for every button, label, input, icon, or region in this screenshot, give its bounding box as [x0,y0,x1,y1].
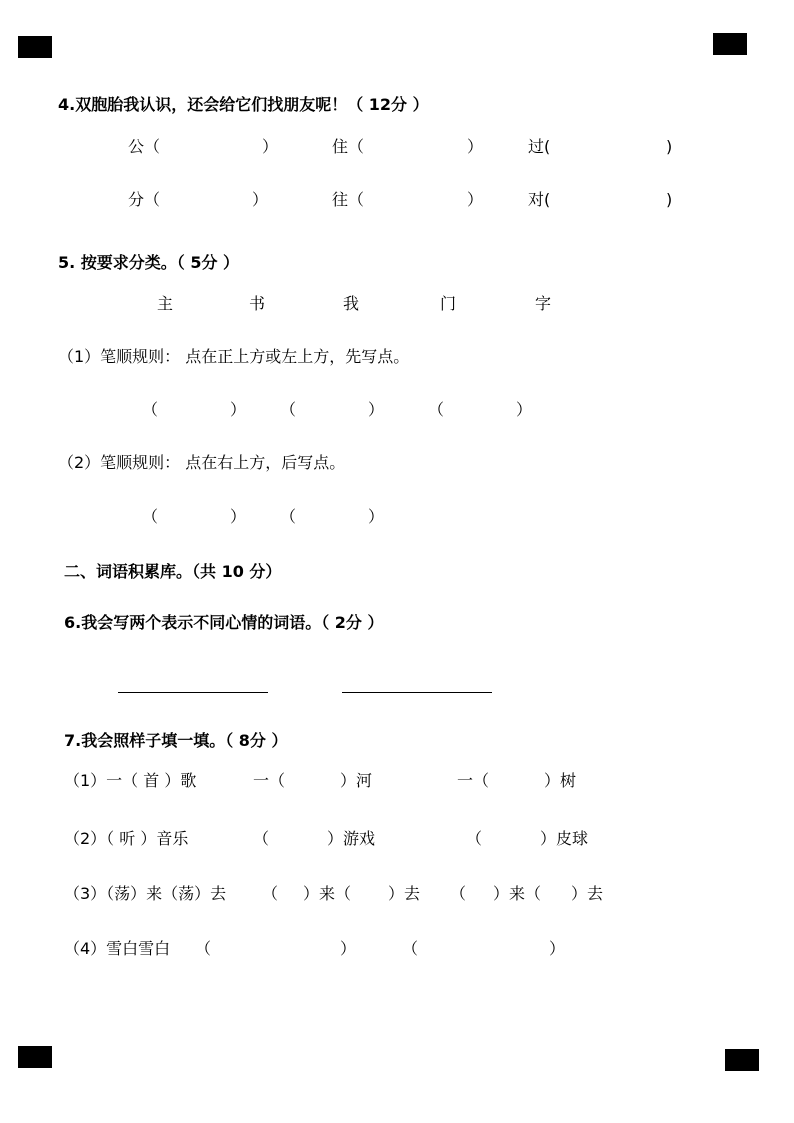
q7-l4-item1-open: （ [195,939,212,958]
q4-r2-c3-char: 对( [528,190,551,209]
registration-mark-top-left [18,36,52,58]
q4-r1-c1-close: ） [262,137,279,156]
q7-l3-example: （3）（荡）来（荡）去 [64,884,227,903]
q4-r2-c2-close: ） [467,190,484,209]
q5-r1-open-2: （ [280,400,297,419]
q4-r1-c2-close: ） [467,137,484,156]
q5-r1-open-3: （ [428,400,445,419]
q5-r1-open-1: （ [142,400,159,419]
q7-l2-item1-close: ）游戏 [327,829,376,848]
registration-mark-bottom-right [725,1049,759,1071]
q7-l1-example: （1）一（ 首 ）歌 [64,771,197,790]
q7-l3-item2-mid: ）来（ [493,884,542,903]
q7-l1-item2-open: 一（ [457,771,490,790]
q5-rule-2: （2）笔顺规则： 点在右上方，后写点。 [58,453,346,472]
q5-rule-1: （1）笔顺规则： 点在正上方或左上方，先写点。 [58,347,410,366]
q5-r2-open-2: （ [280,507,297,526]
q5-r2-close-1: ） [230,507,247,526]
q7-l4-item2-close: ） [549,939,566,958]
q4-r1-c3-close: ) [666,137,673,156]
q7-l1-item2-close: ）树 [544,771,577,790]
q6-title: 6.我会写两个表示不同心情的词语。（ 2分 ） [64,613,384,632]
q7-l4-item2-open: （ [402,939,419,958]
q4-r2-c3-close: ) [666,190,673,209]
q7-l3-item1-mid: ）来（ [303,884,352,903]
q4-r2-c2-char: 往（ [332,190,365,209]
q5-char-3: 我 [343,294,360,313]
q6-answer-line-1[interactable] [118,692,268,693]
section-2-title: 二、词语积累库。（共 10 分） [64,562,282,581]
q7-l3-item1-open: （ [262,884,279,903]
q5-title: 5. 按要求分类。（ 5分 ） [58,253,240,272]
q7-l2-example: （2）（ 听 ）音乐 [64,829,189,848]
q5-char-4: 门 [440,294,457,313]
registration-mark-bottom-left [18,1046,52,1068]
q7-l2-item2-open: （ [466,829,483,848]
q5-r1-close-2: ） [368,400,385,419]
q7-l3-item2-open: （ [450,884,467,903]
q4-r2-c1-close: ） [252,190,269,209]
q5-r1-close-3: ） [516,400,533,419]
q4-r1-c2-char: 住（ [332,137,365,156]
registration-mark-top-right [713,33,747,55]
q5-char-2: 书 [249,294,266,313]
q4-r2-c1-char: 分（ [128,190,161,209]
q5-r1-close-1: ） [230,400,247,419]
q7-l3-item2-end: ）去 [571,884,604,903]
q7-l4-example: （4）雪白雪白 [64,939,171,958]
q7-l2-item2-close: ）皮球 [540,829,589,848]
q6-answer-line-2[interactable] [342,692,492,693]
q5-r2-close-2: ） [368,507,385,526]
q7-l1-item1-close: ）河 [340,771,373,790]
q7-title: 7.我会照样子填一填。（ 8分 ） [64,731,288,750]
q7-l3-item1-end: ）去 [388,884,421,903]
q7-l1-item1-open: 一（ [253,771,286,790]
q4-r1-c1-char: 公（ [128,137,161,156]
q4-r1-c3-char: 过( [528,137,551,156]
q5-char-5: 字 [535,294,552,313]
q5-char-1: 主 [157,294,174,313]
q7-l2-item1-open: （ [253,829,270,848]
q7-l4-item1-close: ） [340,939,357,958]
q5-r2-open-1: （ [142,507,159,526]
q4-title: 4.双胞胎我认识，还会给它们找朋友呢！（ 12分 ） [58,95,429,114]
